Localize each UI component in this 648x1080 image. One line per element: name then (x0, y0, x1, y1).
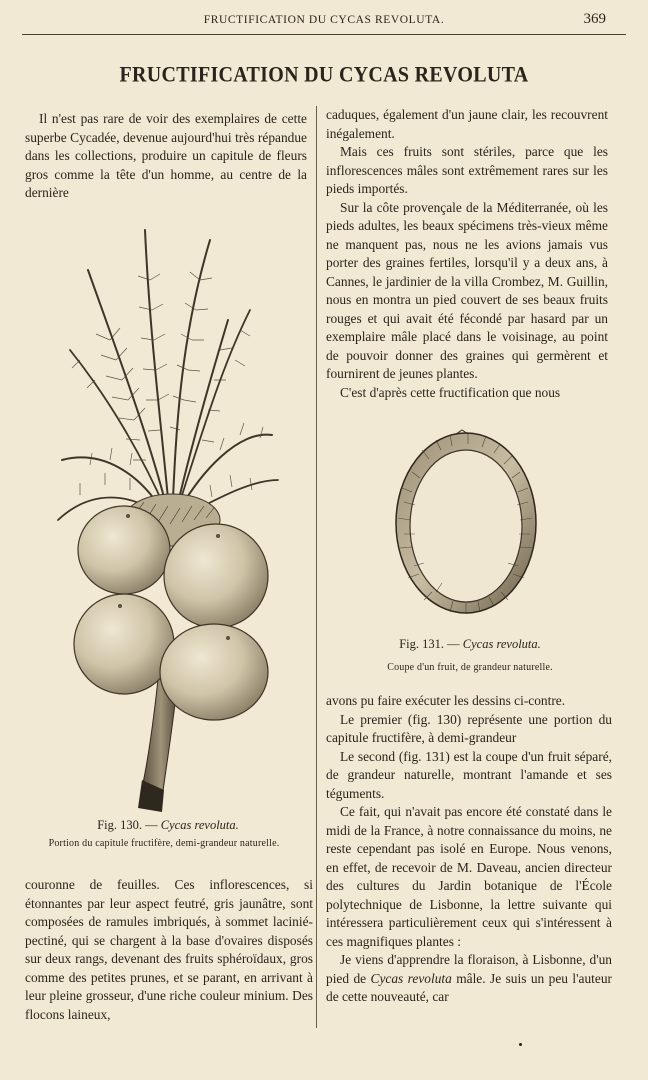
fig130-species: Cycas revoluta. (160, 818, 239, 832)
right-column-top (326, 106, 608, 402)
paragraph: couronne de feuilles. Ces inflorescences, si étonnantes par leur aspect feutré, gris jaunâtre, sont composées de ramules imbriqués, à sommet lacinié-pectiné, qui se chargent à la base d'ovaires disposés sur deux rangs, devenant des fruits sphéroïdaux, gros comme des petites prunes, et se parant, en arrivant à leur pleine grosseur, d'une riche couleur minium. Des flocons laineux, (25, 877, 313, 1022)
quoted-letter (326, 951, 612, 1007)
fig130-illustration (50, 220, 290, 820)
paragraph: Le premier (fig. 130) représente une portion du capitule fructifère, à demi-grandeur (326, 711, 612, 745)
paragraph: Il n'est pas rare de voir des exemplaires de cette superbe Cycadée, devenue aujourd'hui très répandue dans les collections, produire un capitule de fleurs gros comme la tête d'un homme, au centre de la dernière (25, 111, 307, 200)
header-rule (22, 34, 626, 35)
fig131-label: Fig. 131. — (399, 637, 463, 651)
fig130-label: Fig. 130. — (97, 818, 161, 832)
quote-text: mâle. Je suis un peu l'auteur de cette nouveauté, car (326, 970, 613, 1004)
fig131-caption (320, 637, 620, 652)
article-title: FRUCTIFICATION DU CYCAS REVOLUTA (119, 62, 529, 88)
paragraph: Sur la côte provençale de la Méditerranée, où les pieds adultes, les beaux spécimens très-vieux même ne manquent pas, nous ne les avions jamais vus porter des graines fertiles, lorsqu'il y a deux ans, à Cannes, le jardinier de la villa Crombez, M. Guillin, nous en montra un pied couvert de ses beaux fruits rouges et qui avait été fécondé par hasard par un exemplaire mâle placé dans le voisinage, au point de pouvoir donner des graines qui germèrent et fournirent de jeunes plantes. (326, 199, 608, 381)
running-head: FRUCTIFICATION DU CYCAS REVOLUTA. (203, 14, 445, 26)
paragraph: Ce fait, qui n'avait pas encore été constaté dans le midi de la France, à notre connaissance du moins, ne reste cependant pas isolé en Europe. Nous venons, en effet, de recevoir de M. Daveau, ancien directeur des cultures du Jardin botanique de l'École polytechnique de Lisbonne, la lettre suivante qui intéressera particulièrement ceux qui s'intéressent à ces magnifiques plantes : (326, 804, 612, 949)
paragraph: C'est d'après cette fructification que nous (340, 384, 561, 400)
page-number: 369 (583, 11, 606, 27)
fig131-subcaption: Coupe d'un fruit, de grandeur naturelle. (387, 662, 553, 673)
right-column-bottom (326, 692, 612, 1007)
printer-mark (519, 1043, 522, 1046)
species-name: Cycas revoluta (370, 970, 452, 986)
fig130-subcaption: Portion du capitule fructifère, demi-grandeur naturelle. (48, 838, 280, 849)
fig130-caption (18, 818, 318, 833)
quote-text: Je viens d'apprendre la floraison, à Lisbonne, d'un pied de (326, 952, 612, 986)
fig131-species: Cycas revoluta. (462, 637, 541, 651)
paragraph: Le second (fig. 131) est la coupe d'un fruit séparé, de grandeur naturelle, montrant l'amande et ses téguments. (326, 748, 612, 801)
left-column-top (25, 110, 307, 203)
paragraph: avons pu faire exécuter les dessins ci-contre. (326, 693, 566, 708)
paragraph: Mais ces fruits sont stériles, parce que les inflorescences mâles sont extrêmement rares sur les pieds importés. (326, 144, 608, 196)
fig131-illustration (390, 428, 546, 628)
left-column-bottom (25, 876, 313, 1024)
column-divider (316, 106, 317, 1028)
paragraph: caduques, également d'un jaune clair, les recouvrent inégalement. (326, 107, 608, 141)
